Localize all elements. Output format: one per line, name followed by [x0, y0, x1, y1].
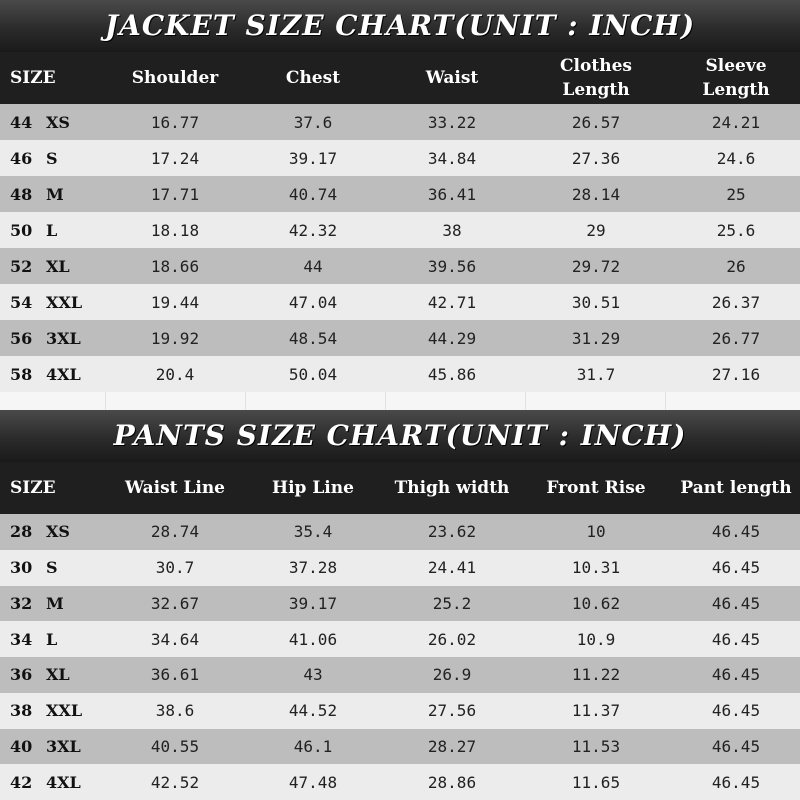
size-number: 56 [10, 328, 33, 348]
measurement-value: 38 [442, 220, 462, 240]
measurement-value: 26.77 [711, 328, 761, 348]
size-number: 36 [10, 665, 33, 685]
measurement-value: 39.17 [288, 593, 338, 613]
measurement-value: 34.84 [427, 148, 477, 168]
measurement-value: 37.6 [293, 112, 333, 132]
measurement-value: 46.45 [711, 665, 761, 685]
measurement-value: 10.62 [571, 593, 621, 613]
measurement-value: 25.6 [716, 220, 756, 240]
measurement-value: 23.62 [427, 522, 477, 542]
size-letter: XXL [46, 701, 83, 721]
table-row [0, 176, 800, 212]
measurement-value: 28.14 [571, 184, 621, 204]
measurement-value: 36.61 [150, 665, 200, 685]
pants-col-header: SIZE [10, 478, 56, 498]
size-number: 48 [10, 184, 33, 204]
pants-header-row [0, 462, 800, 514]
measurement-value: 35.4 [293, 522, 333, 542]
measurement-value: 32.67 [150, 593, 200, 613]
measurement-value: 29 [586, 220, 606, 240]
table-row [0, 550, 800, 586]
measurement-value: 39.56 [427, 256, 477, 276]
table-row [0, 140, 800, 176]
measurement-value: 28.74 [150, 522, 200, 542]
measurement-value: 20.4 [155, 364, 195, 384]
measurement-value: 11.53 [571, 736, 621, 756]
measurement-value: 28.27 [427, 736, 477, 756]
table-row [0, 284, 800, 320]
size-number: 30 [10, 558, 33, 578]
jacket-col-header: Shoulder [131, 68, 219, 88]
measurement-value: 37.28 [288, 558, 338, 578]
measurement-value: 46.45 [711, 558, 761, 578]
table-row [0, 657, 800, 693]
measurement-value: 26.37 [711, 292, 761, 312]
size-number: 38 [10, 701, 33, 721]
size-number: 28 [10, 522, 33, 542]
measurement-value: 10.9 [576, 629, 616, 649]
measurement-value: 24.41 [427, 558, 477, 578]
measurement-value: 46.45 [711, 736, 761, 756]
measurement-value: 46.45 [711, 593, 761, 613]
size-number: 34 [10, 629, 33, 649]
pants-col-header: Hip Line [272, 478, 354, 498]
measurement-value: 36.41 [427, 184, 477, 204]
size-letter: 3XL [46, 328, 81, 348]
measurement-value: 25.2 [432, 593, 472, 613]
measurement-value: 46.45 [711, 522, 761, 542]
measurement-value: 26 [726, 256, 746, 276]
measurement-value: 25 [726, 184, 746, 204]
measurement-value: 40.74 [288, 184, 338, 204]
measurement-value: 18.18 [150, 220, 200, 240]
pants-col-header: Pant length [680, 478, 792, 498]
measurement-value: 11.37 [571, 701, 621, 721]
measurement-value: 38.6 [155, 701, 195, 721]
measurement-value: 48.54 [288, 328, 338, 348]
size-letter: XL [46, 665, 70, 685]
jacket-header-row [0, 52, 800, 104]
measurement-value: 11.65 [571, 772, 621, 792]
size-letter: S [46, 558, 58, 578]
size-number: 58 [10, 364, 33, 384]
measurement-value: 11.22 [571, 665, 621, 685]
table-row [0, 104, 800, 140]
size-number: 46 [10, 148, 33, 168]
measurement-value: 34.64 [150, 629, 200, 649]
size-letter: L [46, 220, 58, 240]
table-row [0, 586, 800, 622]
measurement-value: 24.6 [716, 148, 756, 168]
size-letter: XXL [46, 292, 83, 312]
measurement-value: 19.44 [150, 292, 200, 312]
table-row [0, 212, 800, 248]
measurement-value: 10 [586, 522, 606, 542]
size-letter: 3XL [46, 736, 81, 756]
table-row [0, 764, 800, 800]
table-row [0, 621, 800, 657]
measurement-value: 46.45 [711, 629, 761, 649]
size-letter: 4XL [46, 364, 81, 384]
size-letter: XS [46, 522, 70, 542]
pants-chart-title: PANTS SIZE CHART(UNIT : INCH) [113, 419, 687, 452]
size-number: 44 [10, 112, 33, 132]
table-row [0, 248, 800, 284]
size-letter: L [46, 629, 58, 649]
measurement-value: 46.45 [711, 701, 761, 721]
jacket-chart-title: JACKET SIZE CHART(UNIT : INCH) [104, 9, 696, 42]
measurement-value: 44.29 [427, 328, 477, 348]
measurement-value: 46.45 [711, 772, 761, 792]
measurement-value: 41.06 [288, 629, 338, 649]
jacket-title-banner [0, 0, 800, 52]
measurement-value: 47.04 [288, 292, 338, 312]
measurement-value: 10.31 [571, 558, 621, 578]
size-number: 42 [10, 772, 33, 792]
measurement-value: 33.22 [427, 112, 477, 132]
size-letter: S [46, 148, 58, 168]
size-letter: 4XL [46, 772, 81, 792]
measurement-value: 17.24 [150, 148, 200, 168]
measurement-value: 26.57 [571, 112, 621, 132]
measurement-value: 31.7 [576, 364, 616, 384]
measurement-value: 47.48 [288, 772, 338, 792]
measurement-value: 46.1 [293, 736, 333, 756]
jacket-col-header: Chest [285, 68, 341, 88]
measurement-value: 27.36 [571, 148, 621, 168]
measurement-value: 29.72 [571, 256, 621, 276]
measurement-value: 50.04 [288, 364, 338, 384]
size-letter: M [46, 593, 64, 613]
size-number: 50 [10, 220, 33, 240]
measurement-value: 44 [303, 256, 323, 276]
measurement-value: 39.17 [288, 148, 338, 168]
jacket-col-header: Waist [425, 68, 479, 88]
size-number: 52 [10, 256, 33, 276]
size-letter: XL [46, 256, 70, 276]
column-divider [245, 392, 246, 410]
measurement-value: 31.29 [571, 328, 621, 348]
measurement-value: 42.71 [427, 292, 477, 312]
column-divider [105, 392, 106, 410]
table-row [0, 729, 800, 765]
measurement-value: 17.71 [150, 184, 200, 204]
measurement-value: 26.02 [427, 629, 477, 649]
measurement-value: 42.32 [288, 220, 338, 240]
jacket-col-header: Sleeve Length [702, 56, 770, 100]
measurement-value: 40.55 [150, 736, 200, 756]
measurement-value: 27.16 [711, 364, 761, 384]
measurement-value: 43 [303, 665, 323, 685]
measurement-value: 30.51 [571, 292, 621, 312]
measurement-value: 44.52 [288, 701, 338, 721]
measurement-value: 45.86 [427, 364, 477, 384]
size-number: 54 [10, 292, 33, 312]
table-row [0, 514, 800, 550]
measurement-value: 16.77 [150, 112, 200, 132]
pants-col-header: Thigh width [394, 478, 510, 498]
size-letter: XS [46, 112, 70, 132]
table-row [0, 320, 800, 356]
pants-title-banner [0, 410, 800, 462]
measurement-value: 19.92 [150, 328, 200, 348]
measurement-value: 26.9 [432, 665, 472, 685]
size-number: 32 [10, 593, 33, 613]
pants-col-header: Front Rise [546, 478, 646, 498]
pants-col-header: Waist Line [124, 478, 226, 498]
section-gap [0, 392, 800, 410]
measurement-value: 28.86 [427, 772, 477, 792]
column-divider [525, 392, 526, 410]
measurement-value: 18.66 [150, 256, 200, 276]
size-letter: M [46, 184, 64, 204]
table-row [0, 356, 800, 392]
measurement-value: 42.52 [150, 772, 200, 792]
jacket-col-header: Clothes Length [560, 56, 632, 100]
column-divider [665, 392, 666, 410]
table-row [0, 693, 800, 729]
column-divider [385, 392, 386, 410]
measurement-value: 24.21 [711, 112, 761, 132]
measurement-value: 30.7 [155, 558, 195, 578]
jacket-col-header: SIZE [10, 68, 56, 88]
measurement-value: 27.56 [427, 701, 477, 721]
size-number: 40 [10, 736, 33, 756]
